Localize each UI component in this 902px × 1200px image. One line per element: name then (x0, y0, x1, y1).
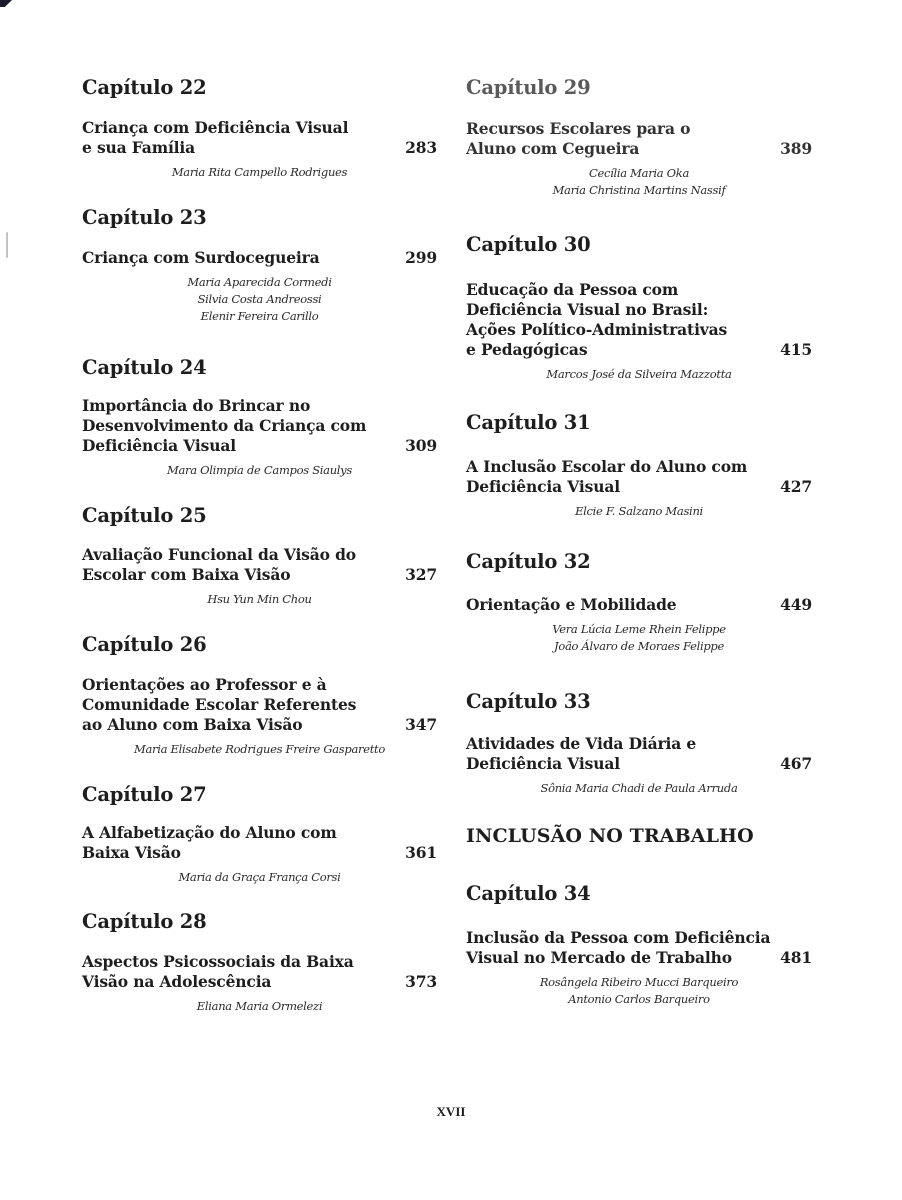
chapter-heading: Capítulo 30 (466, 233, 591, 256)
entry-title-line: Importância do Brincar no (82, 396, 311, 415)
entry-title-line: Atividades de Vida Diária e (466, 734, 697, 753)
author-name: Maria Aparecida Cormedi (187, 275, 332, 289)
scan-corner-mark (0, 0, 12, 7)
chapter-heading: Capítulo 31 (466, 411, 591, 434)
entry-page-number: 361 (405, 843, 437, 862)
entry-page-number: 283 (405, 138, 437, 157)
entry-title-line: Baixa Visão (82, 843, 181, 862)
author-name: Maria da Graça França Corsi (178, 870, 341, 884)
entry-page-number: 415 (780, 340, 812, 359)
entry-title-line: A Alfabetização do Aluno com (82, 823, 337, 842)
entry-title-line: Escolar com Baixa Visão (82, 565, 291, 584)
author-name: Hsu Yun Min Chou (207, 592, 312, 606)
toc-entry[interactable] (82, 545, 437, 608)
entry-authors (466, 974, 812, 1008)
toc-entry[interactable] (82, 823, 437, 886)
scan-edge-mark (6, 232, 8, 258)
entry-title-line: Visual no Mercado de Trabalho (466, 948, 732, 967)
entry-page-number: 449 (780, 595, 812, 614)
author-name: Marcos José da Silveira Mazzotta (546, 367, 732, 381)
entry-page-number: 481 (780, 948, 812, 967)
chapter-heading: Capítulo 26 (82, 633, 207, 656)
entry-title-line: Visão na Adolescência (82, 972, 272, 991)
author-name: Maria Rita Campello Rodrigues (171, 165, 348, 179)
entry-title-line: Avaliação Funcional da Visão do (82, 545, 356, 564)
entry-authors (466, 503, 812, 520)
entry-page-number: 467 (780, 754, 812, 773)
chapter-heading: Capítulo 27 (82, 783, 207, 806)
entry-page-number: 327 (405, 565, 437, 584)
chapter-heading: Capítulo 24 (82, 356, 207, 379)
chapter-heading: Capítulo 32 (466, 550, 591, 573)
author-name: Sônia Maria Chadi de Paula Arruda (540, 781, 738, 795)
entry-title-line: Comunidade Escolar Referentes (82, 695, 357, 714)
entry-title-line: Deficiência Visual (82, 436, 236, 455)
entry-title (82, 952, 437, 992)
entry-title (82, 823, 437, 863)
entry-authors (82, 164, 437, 181)
author-name: Vera Lúcia Leme Rhein Felippe (552, 622, 726, 636)
toc-entry[interactable] (82, 675, 437, 758)
entry-page-number: 347 (405, 715, 437, 734)
entry-page-number: 427 (780, 477, 812, 496)
entry-title (466, 734, 812, 774)
author-name: Cecília Maria Oka (588, 166, 690, 180)
entry-page-number: 299 (405, 248, 437, 267)
chapter-heading: Capítulo 23 (82, 206, 207, 229)
entry-title-line: Desenvolvimento da Criança com (82, 416, 367, 435)
entry-title-line: e sua Família (82, 138, 196, 157)
entry-authors (82, 741, 437, 758)
entry-authors (82, 869, 437, 886)
chapter-heading: Capítulo 33 (466, 690, 591, 713)
chapter-heading: Capítulo 29 (466, 76, 591, 99)
entry-authors (466, 621, 812, 655)
entry-title-line: Aluno com Cegueira (466, 139, 640, 158)
entry-title-line: Criança com Surdocegueira (82, 248, 320, 267)
chapter-heading: Capítulo 22 (82, 76, 207, 99)
entry-title (82, 248, 437, 268)
entry-title-line: e Pedagógicas (466, 340, 588, 359)
entry-title (466, 119, 812, 159)
toc-entry[interactable] (466, 595, 812, 655)
entry-title-line: Orientações ao Professor e à (82, 675, 327, 694)
toc-entry[interactable] (82, 248, 437, 325)
entry-page-number: 309 (405, 436, 437, 455)
toc-entry[interactable] (466, 928, 812, 1008)
entry-authors (466, 165, 812, 199)
toc-entry[interactable] (466, 119, 812, 199)
author-name: Maria Elisabete Rodrigues Freire Gasparetto (134, 742, 385, 756)
entry-title-line: Inclusão da Pessoa com Deficiência (466, 928, 771, 947)
author-name: Antonio Carlos Barqueiro (568, 992, 710, 1006)
chapter-heading: Capítulo 34 (466, 882, 591, 905)
entry-title-line: Orientação e Mobilidade (466, 595, 677, 614)
author-name: Elcie F. Salzano Masini (575, 504, 703, 518)
entry-title-line: Deficiência Visual (466, 477, 620, 496)
section-heading: INCLUSÃO NO TRABALHO (466, 825, 754, 847)
entry-title (82, 118, 437, 158)
entry-authors (466, 366, 812, 383)
entry-authors (82, 591, 437, 608)
entry-title-line: Deficiência Visual no Brasil: (466, 300, 709, 319)
author-name: Mara Olimpia de Campos Siaulys (166, 463, 352, 477)
entry-title (82, 396, 437, 456)
toc-entry[interactable] (466, 734, 812, 797)
entry-title (466, 595, 812, 615)
entry-title-line: Deficiência Visual (466, 754, 620, 773)
chapter-heading: Capítulo 25 (82, 504, 207, 527)
entry-page-number: 373 (405, 972, 437, 991)
entry-title (82, 545, 437, 585)
chapter-heading: Capítulo 28 (82, 910, 207, 933)
entry-title (82, 675, 437, 735)
entry-title-line: ao Aluno com Baixa Visão (82, 715, 303, 734)
toc-entry[interactable] (82, 118, 437, 181)
entry-title-line: Educação da Pessoa com (466, 280, 679, 299)
author-name: Silvia Costa Andreossi (197, 292, 322, 306)
entry-authors (82, 462, 437, 479)
toc-entry[interactable] (466, 457, 812, 520)
entry-authors (82, 998, 437, 1015)
toc-entry[interactable] (82, 952, 437, 1015)
entry-title-line: A Inclusão Escolar do Aluno com (466, 457, 748, 476)
entry-page-number: 389 (780, 139, 812, 158)
entry-title (466, 280, 812, 360)
entry-title (466, 928, 812, 968)
author-name: Maria Christina Martins Nassif (552, 183, 726, 197)
entry-authors (82, 274, 437, 325)
entry-authors (466, 780, 812, 797)
author-name: Eliana Maria Ormelezi (196, 999, 323, 1013)
entry-title (466, 457, 812, 497)
toc-entry[interactable] (466, 280, 812, 383)
entry-title-line: Criança com Deficiência Visual (82, 118, 349, 137)
toc-entry[interactable] (82, 396, 437, 479)
entry-title-line: Ações Político-Administrativas (466, 320, 728, 339)
entry-title-line: Recursos Escolares para o (466, 119, 691, 138)
entry-title-line: Aspectos Psicossociais da Baixa (82, 952, 354, 971)
author-name: Rosângela Ribeiro Mucci Barqueiro (539, 975, 739, 989)
author-name: Elenir Fereira Carillo (200, 309, 319, 323)
page-number: XVII (436, 1104, 466, 1119)
author-name: João Álvaro de Moraes Felippe (554, 639, 724, 653)
